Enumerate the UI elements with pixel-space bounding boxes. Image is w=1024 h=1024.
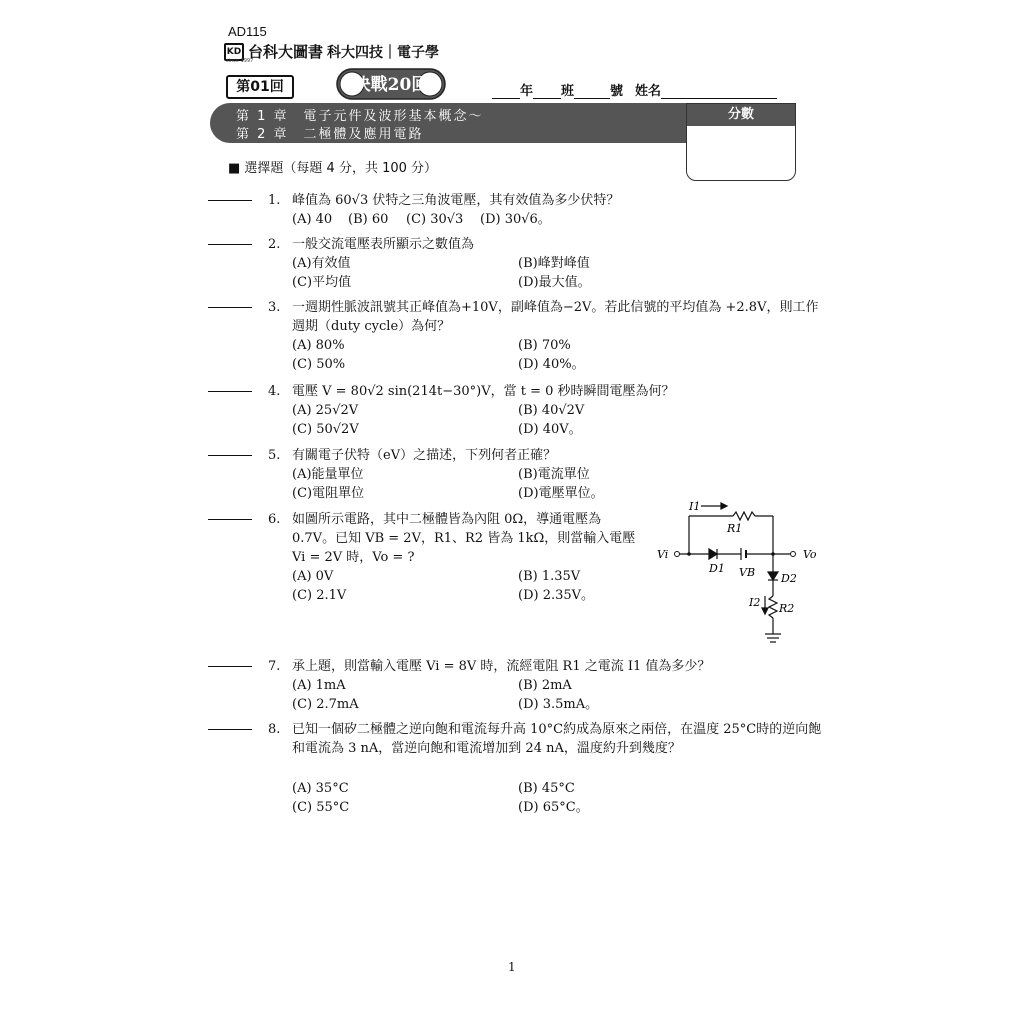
answer-blank[interactable] [208,729,252,730]
answer-blank[interactable] [208,519,252,520]
field-year-label: 年 [520,84,534,99]
badge-text: 決戰20回 [353,75,429,95]
field-number-label: 號 [610,84,624,99]
label-d1: D1 [709,562,725,575]
option-a: (A) 25√2V [292,403,359,418]
option-a: (A) 80% [292,338,345,353]
question-text: 承上題，則當輸入電壓 Vi = 8V 時，流經電阻 R1 之電流 I1 值為多少？ [292,659,711,674]
publisher-name: 台科大圖書 [248,43,324,61]
since-text: since 1997 [226,58,254,64]
option-c: (C) 30√3 [406,212,464,227]
answer-blank[interactable] [208,200,252,201]
publisher-logo-icon: KD [224,43,244,61]
field-class-label: 班 [561,84,575,99]
score-label: 分數 [687,104,795,126]
circuit-diagram [655,496,825,652]
label-r1: R1 [727,522,743,535]
option-c: (C) 50% [292,357,346,372]
label-vo: Vo [803,548,817,561]
question-number: 8. [268,722,281,737]
option-b: (B) 60 [348,212,389,227]
option-d: (D) 30√6。 [480,212,551,227]
question-text: 有關電子伏特（eV）之描述，下列何者正確？ [292,448,557,463]
label-r2: R2 [779,602,795,615]
option-b: (B) 1.35V [518,569,581,584]
option-a: (A) 40 [292,212,333,227]
option-c: (C) 55°C [292,800,350,815]
field-name-label: 姓名 [635,84,662,99]
label-i1: I1 [689,500,701,513]
publisher-brand [224,41,439,62]
option-c: (C) 2.1V [292,588,347,603]
score-box [686,103,796,181]
option-b: (B)峰對峰值 [518,256,590,271]
question-text: 峰值為 60√3 伏特之三角波電壓，其有效值為多少伏特？ [292,193,620,208]
question-number: 7. [268,659,281,674]
answer-blank[interactable] [208,455,252,456]
option-b: (B) 45°C [518,781,575,796]
question-text: 電壓 V = 80√2 sin(214t−30°)V，當 t = 0 秒時瞬間電壓為何？ [292,384,675,399]
question-text: 一般交流電壓表所顯示之數值為 [292,237,475,252]
question-number: 1. [268,193,281,208]
section-title: ■ 選擇題（每題 4 分，共 100 分） [228,161,438,176]
page-number: 1 [508,960,516,974]
question-number: 2. [268,237,281,252]
answer-blank[interactable] [208,244,252,245]
option-a: (A) 1mA [292,678,346,693]
answer-blank[interactable] [208,391,252,392]
document-code: AD115 [228,24,267,39]
chapter-2-title: 第 2 章 二極體及應用電路 [236,127,424,142]
option-a: (A) 35°C [292,781,349,796]
question-number: 3. [268,300,281,315]
label-i2: I2 [749,596,761,609]
option-a: (A) 0V [292,569,334,584]
option-b: (B) 2mA [518,678,572,693]
question-text: 已知一個矽二極體之逆向飽和電流每升高 10°C約成為原來之兩倍，在溫度 25°C時的逆向飽和電流為 3 nA，當逆向飽和電流增加到 24 nA，溫度約升到幾度？ [292,722,822,756]
badge-graphic [336,68,446,100]
round-label: 第01回 [226,75,294,99]
student-info-fields [492,80,777,99]
label-vb: VB [739,566,756,579]
option-c: (C) 2.7mA [292,697,359,712]
option-d: (D) 40V。 [518,422,582,437]
option-c: (C)平均值 [292,275,352,290]
option-d: (D) 40%。 [518,357,585,372]
chapter-1-title: 第 1 章 電子元件及波形基本概念～ [236,109,484,124]
question-number: 6. [268,512,281,527]
option-a: (A)有效值 [292,256,351,271]
answer-blank[interactable] [208,666,252,667]
option-d: (D)最大值。 [518,275,591,290]
label-vi: Vi [657,548,669,561]
option-b: (B) 40√2V [518,403,585,418]
option-d: (D) 3.5mA。 [518,697,599,712]
question-text: 如圖所示電路，其中二極體皆為內阻 0Ω，導通電壓為 0.7V。已知 VB = 2V，R1、R2 皆為 1kΩ，則當輸入電壓 Vi = 2V 時，Vo = ? [292,512,636,565]
option-c: (C)電阻單位 [292,486,365,501]
answer-blank[interactable] [208,307,252,308]
option-b: (B)電流單位 [518,467,590,482]
option-a: (A)能量單位 [292,467,364,482]
option-b: (B) 70% [518,338,571,353]
subject-title: 科大四技｜電子學 [327,44,440,61]
option-d: (D)電壓單位。 [518,486,604,501]
option-d: (D) 2.35V。 [518,588,595,603]
question-number: 4. [268,384,281,399]
option-c: (C) 50√2V [292,422,359,437]
chapter-banner [210,103,688,143]
question-text: 一週期性脈波訊號其正峰值為+10V，副峰值為−2V。若此信號的平均值為 +2.8V，則工作週期（duty cycle）為何？ [292,300,819,334]
option-d: (D) 65°C。 [518,800,589,815]
label-d2: D2 [781,572,797,585]
question-number: 5. [268,448,281,463]
